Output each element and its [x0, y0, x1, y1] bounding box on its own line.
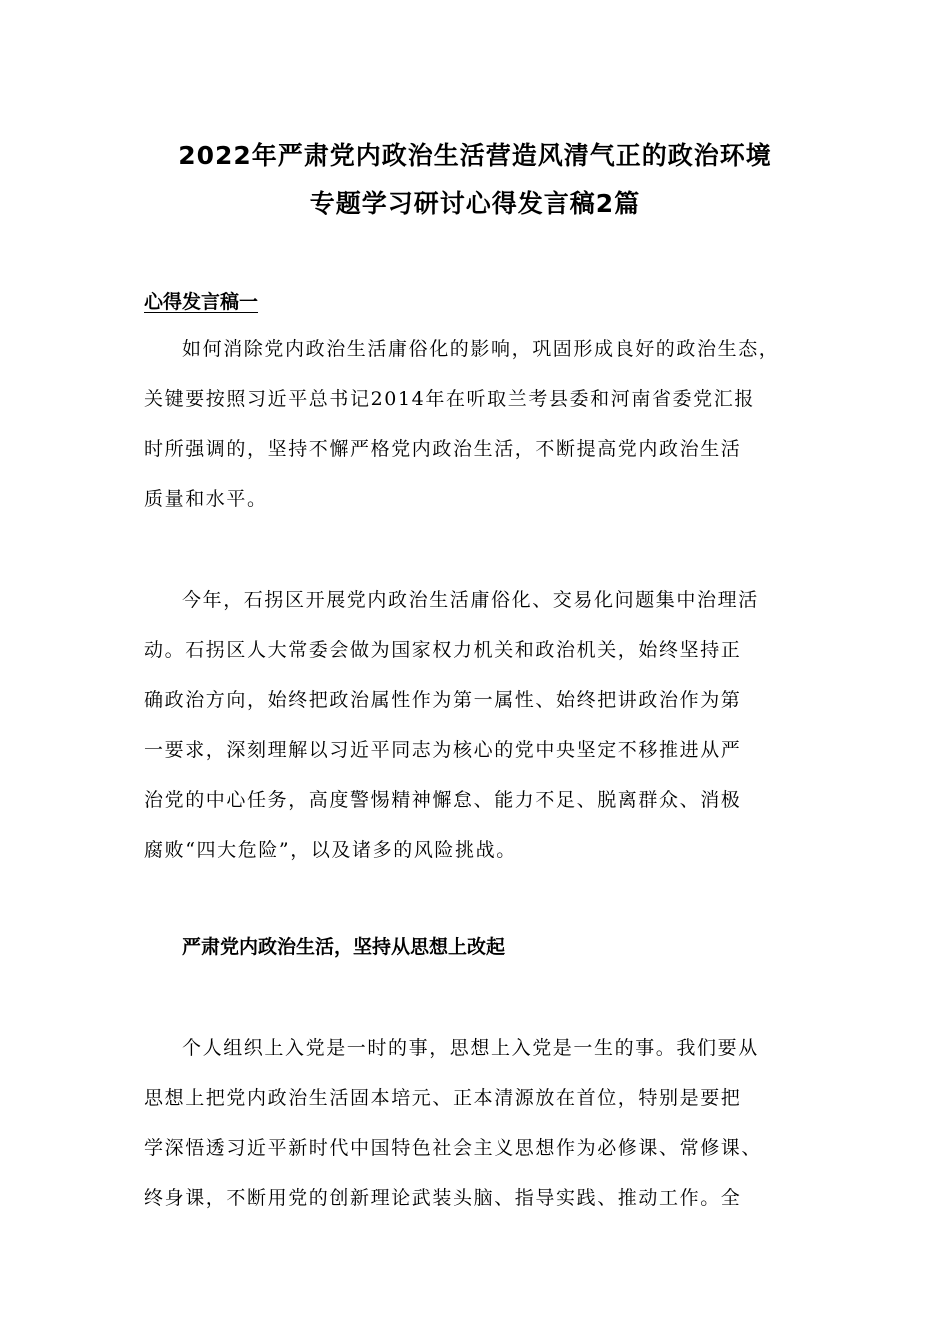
paragraph-1	[144, 324, 824, 524]
document-title-line-2: 专题学习研讨心得发言稿2篇	[309, 189, 641, 218]
paragraph-line: 今年，石拐区开展党内政治生活庸俗化、交易化问题集中治理活	[182, 589, 759, 611]
sub-heading: 严肃党内政治生活，坚持从思想上改起	[182, 936, 506, 958]
paragraph-line: 确政治方向，始终把政治属性作为第一属性、始终把讲政治作为第	[144, 689, 742, 711]
paragraph-2	[144, 575, 824, 875]
paragraph-line: 个人组织上入党是一时的事，思想上入党是一生的事。我们要从	[182, 1037, 759, 1059]
paragraph-line: 腐败“四大危险”，以及诸多的风险挑战。	[144, 839, 517, 861]
paragraph-line: 关键要按照习近平总书记2014年在听取兰考县委和河南省委党汇报	[144, 388, 755, 410]
paragraph-line: 学深悟透习近平新时代中国特色社会主义思想作为必修课、常修课、	[144, 1137, 763, 1159]
document-title-line-1: 2022年严肃党内政治生活营造风清气正的政治环境	[178, 141, 772, 170]
section-heading: 心得发言稿一	[144, 291, 259, 313]
paragraph-line: 动。石拐区人大常委会做为国家权力机关和政治机关，始终坚持正	[144, 639, 742, 661]
paragraph-line: 时所强调的，坚持不懈严格党内政治生活，不断提高党内政治生活	[144, 438, 742, 460]
paragraph-line: 治党的中心任务，高度警惕精神懈怠、能力不足、脱离群众、消极	[144, 789, 742, 811]
paragraph-line: 质量和水平。	[144, 488, 268, 510]
paragraph-line: 终身课，不断用党的创新理论武装头脑、指导实践、推动工作。全	[144, 1187, 742, 1209]
paragraph-line: 思想上把党内政治生活固本培元、正本清源放在首位，特别是要把	[144, 1087, 742, 1109]
paragraph-line: 一要求，深刻理解以习近平同志为核心的党中央坚定不移推进从严	[144, 739, 742, 761]
paragraph-line: 如何消除党内政治生活庸俗化的影响，巩固形成良好的政治生态，	[182, 338, 780, 360]
paragraph-3	[144, 1023, 824, 1223]
